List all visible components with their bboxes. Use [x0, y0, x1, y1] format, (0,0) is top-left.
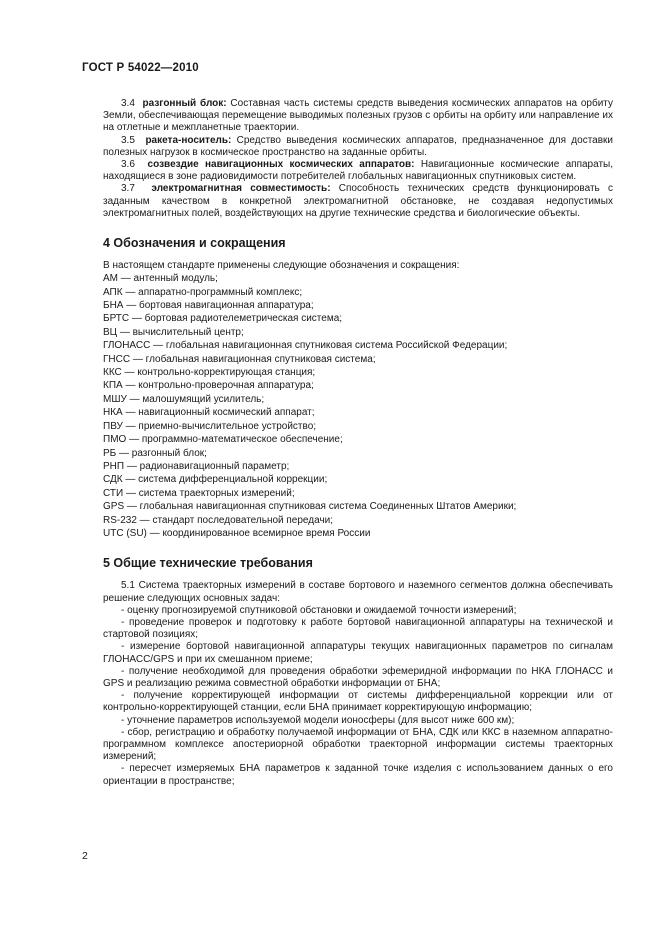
- abbreviation-item: ПВУ — приемно-вычислительное устройство;: [103, 420, 317, 432]
- abbreviation-item: GPS — глобальная навигационная спутниковая система Соединенных Штатов Америки;: [103, 501, 517, 513]
- abbreviation-item: РБ — разгонный блок;: [103, 447, 207, 459]
- definition-term: ракета-носитель:: [145, 134, 232, 146]
- section-5-intro: 5.1 Система траекторных измерений в составе бортового и наземного сегментов должна обеспечивать решение следующих основных задач:: [103, 580, 613, 604]
- definition-number: 3.5: [121, 134, 135, 146]
- abbreviation-item: RS-232 — стандарт последовательной передачи;: [103, 514, 334, 526]
- definition-text: Средство выведения космических аппаратов, предназначенное для доставки полезных нагрузок в космическое пространство на заданные орбиты.: [103, 134, 613, 158]
- abbreviations-list: [103, 272, 613, 540]
- tasks-list: [103, 605, 613, 788]
- abbreviation-item: РНП — радионавигационный параметр;: [103, 460, 290, 472]
- abbreviation-item: ГЛОНАСС — глобальная навигационная спутниковая система Российской Федерации;: [103, 340, 508, 352]
- abbreviation-item: КПА — контрольно-проверочная аппаратура;: [103, 380, 314, 392]
- definition-3-7: [103, 183, 613, 220]
- section-4-heading: 4 Обозначения и сокращения: [103, 236, 286, 251]
- abbreviation-item: ККС — контрольно-корректирующая станция;: [103, 367, 316, 379]
- task-item: - сбор, регистрацию и обработку получаемой информации от БНА, СДК или ККС в наземном аппаратно-программном комплексе апостериорной обработки траекторной информации системы траекторных измерений;: [103, 726, 613, 763]
- definition-3-6: [103, 159, 613, 183]
- abbreviation-item: АПК — аппаратно-программный комплекс;: [103, 286, 303, 298]
- abbreviation-item: СТИ — система траекторных измерений;: [103, 487, 295, 499]
- definition-term: созвездие навигационных космических аппаратов:: [147, 159, 415, 171]
- definitions-block: [103, 98, 613, 220]
- abbreviation-item: НКА — навигационный космический аппарат;: [103, 407, 315, 419]
- abbreviation-item: ГНСС — глобальная навигационная спутниковая система;: [103, 353, 376, 365]
- definition-number: 3.7: [121, 183, 135, 195]
- task-item: - уточнение параметров используемой модели ионосферы (для высот ниже 600 км);: [121, 714, 515, 726]
- document-header: ГОСТ Р 54022—2010: [82, 62, 199, 74]
- definition-text: Способность технических средств функционировать с заданным качеством в конкретной электромагнитной обстановке, не создавая недопустимых электромагнитных полей, воздействующих на другие технические средства и биологические объекты.: [103, 183, 614, 219]
- definition-text: Навигационные космические аппараты, находящиеся в зоне радиовидимости потребителей глобальных навигационных спутниковых систем.: [103, 159, 614, 183]
- definition-term: электромагнитная совместимость:: [151, 183, 331, 195]
- definition-number: 3.4: [121, 98, 135, 109]
- abbreviation-item: СДК — система дифференциальной коррекции;: [103, 474, 328, 486]
- definition-number: 3.6: [121, 159, 135, 171]
- task-item: - оценку прогнозируемой спутниковой обстановки и ожидаемой точности измерений;: [121, 604, 517, 616]
- abbreviation-item: БРТС — бортовая радиотелеметрическая система;: [103, 313, 343, 325]
- page-number: 2: [82, 850, 88, 862]
- document-body: [103, 98, 613, 788]
- task-item: - пересчет измеряемых БНА параметров к заданной точке изделия с использованием данных о его ориентации в пространстве;: [103, 763, 613, 787]
- abbreviation-item: ВЦ — вычислительный центр;: [103, 326, 244, 338]
- definition-3-4: [103, 98, 613, 135]
- section-5-heading: 5 Общие технические требования: [103, 556, 313, 571]
- section-4-intro: В настоящем стандарте применены следующие обозначения и сокращения:: [103, 260, 460, 272]
- task-item: - получение корректирующей информации от системы дифференциальной коррекции или от контрольно-корректирующей станции, если БНА принимает корректирующую информацию;: [103, 690, 613, 714]
- task-item: - измерение бортовой навигационной аппаратуры текущих навигационных параметров по сигналам ГЛОНАСС/GPS и при их смешанном приеме;: [103, 641, 613, 665]
- abbreviation-item: АМ — антенный модуль;: [103, 273, 218, 285]
- abbreviation-item: ПМО — программно-математическое обеспечение;: [103, 434, 343, 446]
- abbreviation-item: БНА — бортовая навигационная аппаратура;: [103, 300, 314, 312]
- definition-text: Составная часть системы средств выведения космических аппаратов на орбиту Земли, обеспечивающая перемещение выводимых полезных грузов с орбиты на орбиту или направление их на отлетные и межпланетные траектории.: [103, 98, 613, 134]
- abbreviation-item: МШУ — малошумящий усилитель;: [103, 393, 265, 405]
- definition-term: разгонный блок:: [142, 98, 227, 109]
- abbreviation-item: UTC (SU) — координированное всемирное время России: [103, 527, 371, 539]
- task-item: - получение необходимой для проведения обработки эфемеридной информации по НКА ГЛОНАСС и GPS и реализацию режима совместной обработки информации от БНА;: [103, 665, 613, 689]
- definition-3-5: [103, 135, 613, 159]
- task-item: - проведение проверок и подготовку к работе бортовой навигационной аппаратуры на технической и стартовой позициях;: [103, 616, 613, 641]
